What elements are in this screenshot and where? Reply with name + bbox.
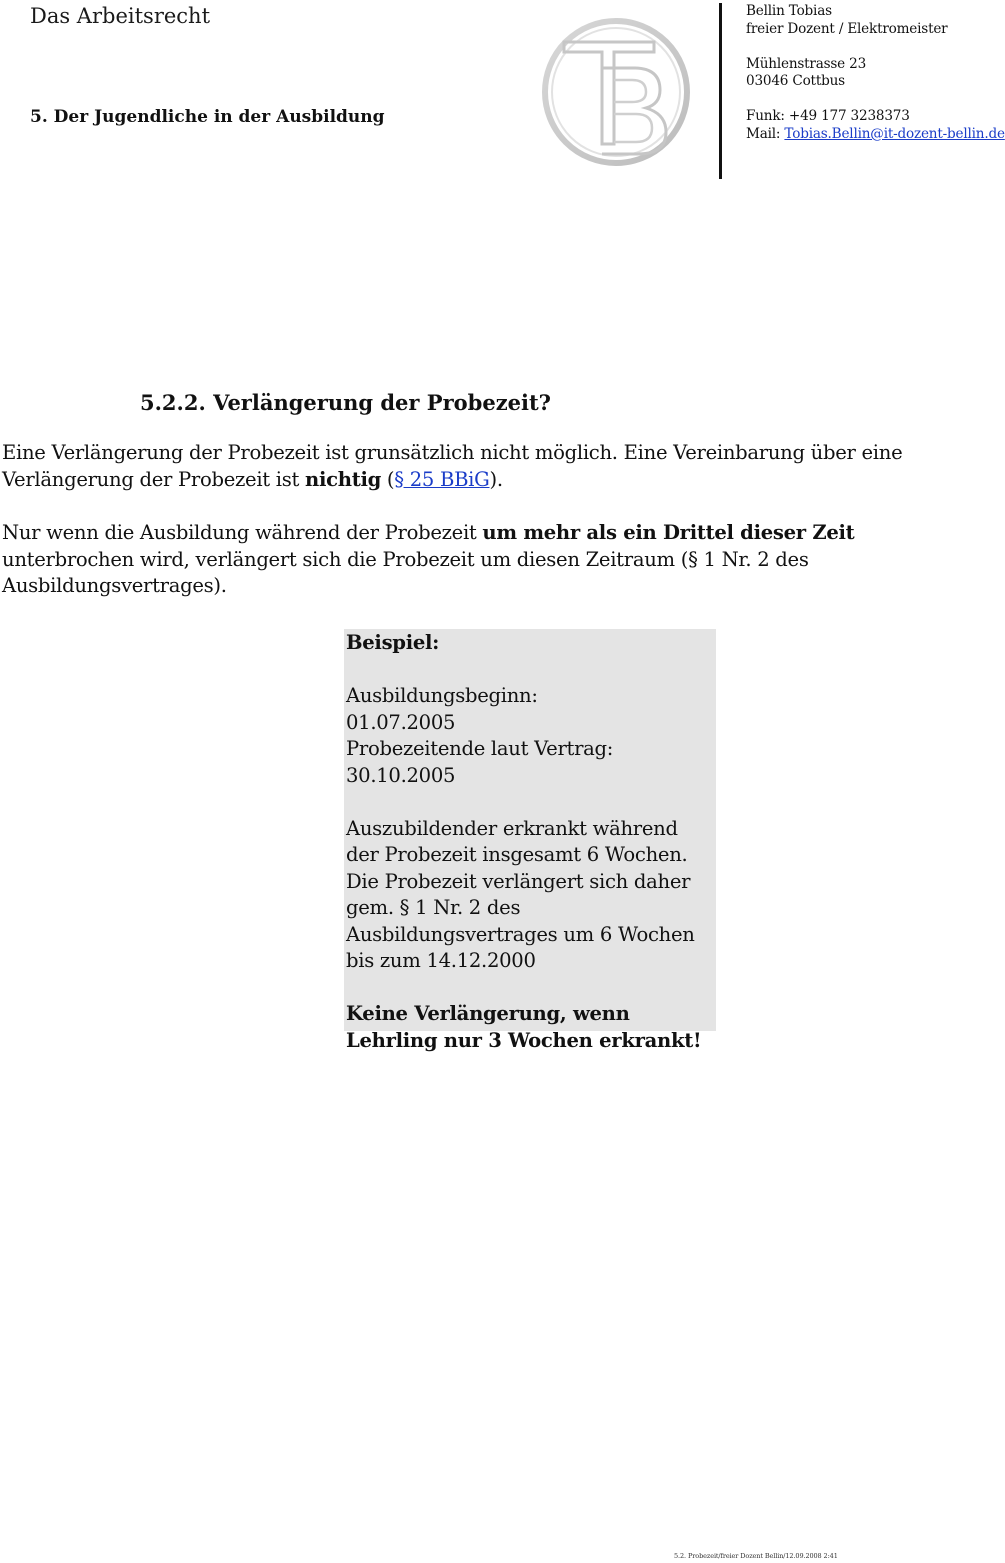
example-box <box>344 629 716 1052</box>
document-title: Das Arbeitsrecht <box>30 4 211 28</box>
contact-mail-link[interactable]: Tobias.Bellin@it-dozent-bellin.de <box>784 125 1005 142</box>
para2-text: Nur wenn die Ausbildung während der Probezeit <box>2 521 483 544</box>
contact-mail <box>746 126 1005 144</box>
para2-text-2: unterbrochen wird, verlängert sich die Probezeit um diesen Zeitraum (§ 1 Nr. 2 des Ausbildungsvertrages). <box>2 547 809 597</box>
example-end-date: 30.10.2005 <box>346 763 456 787</box>
example-title: Beispiel: <box>346 631 440 654</box>
tb-logo <box>542 8 694 176</box>
para1-text: Eine Verlängerung der Probezeit ist grunsätzlich nicht möglich. Eine Vereinbarung über eine Verlängerung der Probezeit ist <box>2 441 903 491</box>
chapter-title: 5. Der Jugendliche in der Ausbildung <box>30 107 385 127</box>
example-conclusion: Keine Verlängerung, wenn Lehrling nur 3 Wochen erkrankt! <box>346 1002 702 1052</box>
para2-bold: um mehr als ein Drittel dieser Zeit <box>482 521 855 544</box>
example-text: Auszubildender erkrankt während der Probezeit insgesamt 6 Wochen. Die Probezeit verlängert sich daher gem. § 1 Nr. 2 des Ausbildungsvertrages um 6 Wochen bis zum 14.12.2000 <box>346 816 695 972</box>
para1-text-2: ( <box>381 467 395 491</box>
law-reference-link[interactable]: § 25 BBiG <box>394 467 490 491</box>
example-start-date: 01.07.2005 <box>346 710 456 734</box>
contact-phone: Funk: +49 177 3238373 <box>746 108 910 124</box>
para1-text-3: ). <box>489 467 503 491</box>
example-end-label: Probezeitende laut Vertrag: <box>346 737 614 760</box>
paragraph-extension-not-possible <box>2 440 932 493</box>
header-divider <box>719 3 722 179</box>
para1-bold: nichtig <box>305 467 381 491</box>
contact-street: Mühlenstrasse 23 <box>746 55 867 72</box>
contact-block <box>746 3 1005 143</box>
contact-name: Bellin Tobias <box>746 3 832 19</box>
page-footer: 5.2. Probezeit/freier Dozent Bellin/12.09.2008 2:41 <box>674 1552 838 1560</box>
example-start-label: Ausbildungsbeginn: <box>346 684 538 707</box>
contact-role: freier Dozent / Elektromeister <box>746 20 948 37</box>
section-heading: 5.2.2. Verlängerung der Probezeit? <box>140 390 551 415</box>
contact-mail-label: Mail: <box>746 125 785 142</box>
contact-city: 03046 Cottbus <box>746 73 845 89</box>
paragraph-extension-condition <box>2 520 932 600</box>
